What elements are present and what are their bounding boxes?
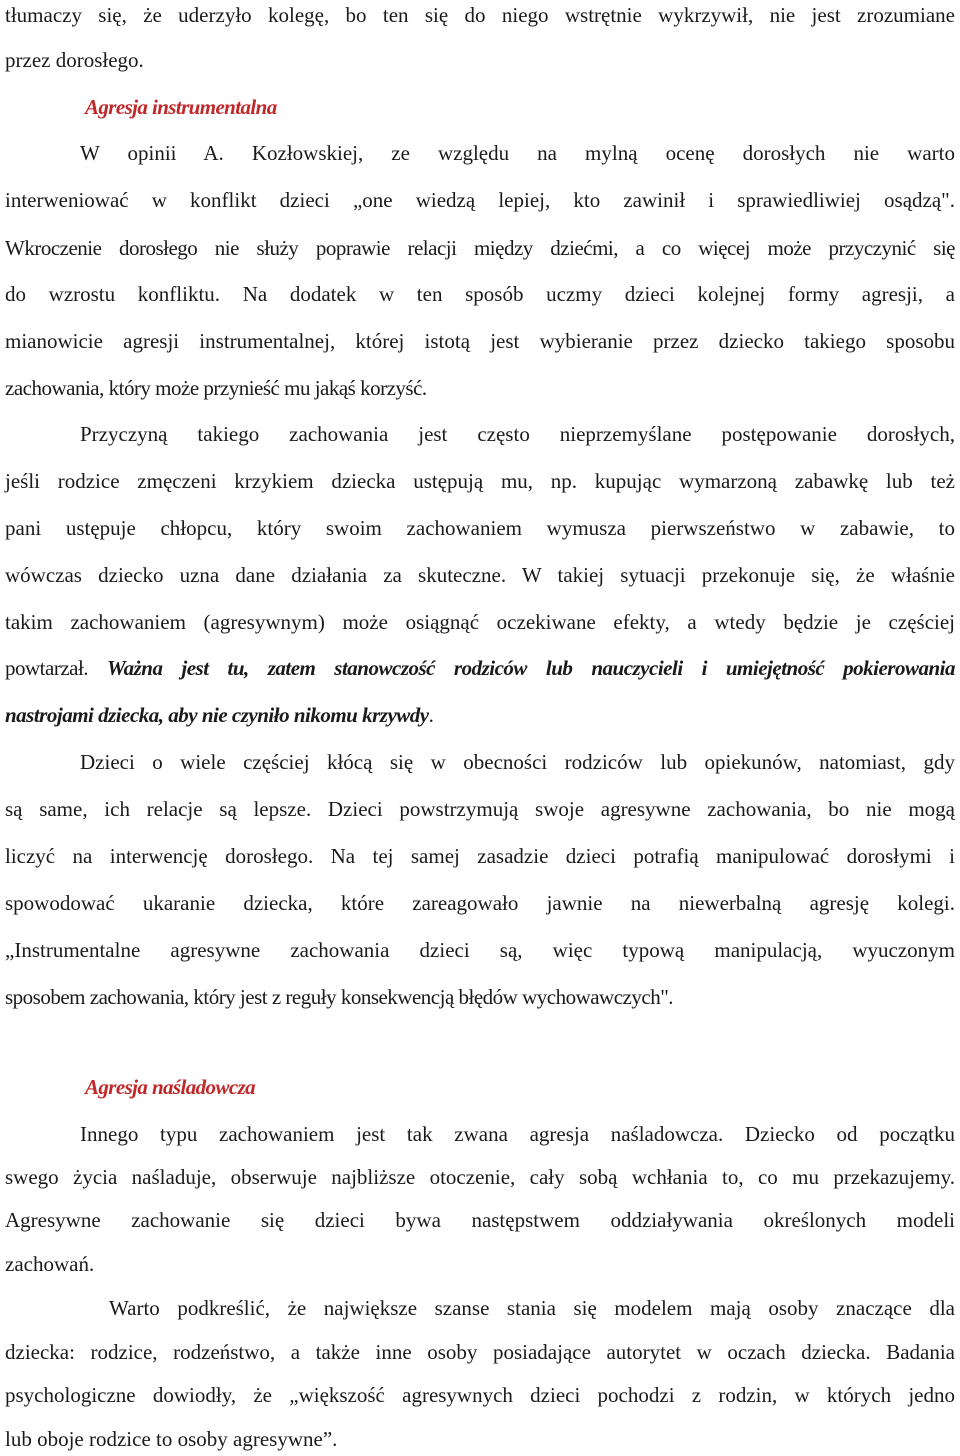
section-heading-instrumental: Agresja instrumentalna <box>85 95 277 119</box>
text-line: przez dorosłego. <box>5 48 144 72</box>
text-line: pani ustępuje chłopcu, który swoim zachowaniem wymusza pierwszeństwo w zabawie, to <box>5 516 955 540</box>
text-line: jeśli rodzice zmęczeni krzykiem dziecka ustępują mu, np. kupując wymarzoną zabawkę lub też <box>5 469 955 493</box>
text-line: tłumaczy się, że uderzyło kolegę, bo ten się do niego wstrętnie wykrzywił, nie jest zrozumiane <box>5 3 955 27</box>
text-line <box>5 700 955 730</box>
text-line: takim zachowaniem (agresywnym) może osiągnąć oczekiwane efekty, a wtedy będzie je częściej <box>5 610 955 634</box>
text-run: powtarzał. <box>5 656 107 680</box>
emphasis-text: Ważna jest tu, zatem stanowczość rodziców lub nauczycieli i umiejętność pokierowania <box>106 656 955 680</box>
text-line: Dzieci o wiele częściej kłócą się w obecności rodziców lub opiekunów, natomiast, gdy <box>80 750 955 774</box>
text-line: są same, ich relacje są lepsze. Dzieci powstrzymują swoje agresywne zachowania, bo nie mogą <box>5 797 955 821</box>
text-line: Agresywne zachowanie się dzieci bywa następstwem oddziaływania określonych modeli <box>5 1208 955 1232</box>
text-line <box>5 653 955 683</box>
text-line: wówczas dziecko uzna dane działania za skuteczne. W takiej sytuacji przekonuje się, że właśnie <box>5 563 955 587</box>
section-heading-imitative: Agresja naśladowcza <box>85 1075 256 1099</box>
text-line: Innego typu zachowaniem jest tak zwana agresja naśladowcza. Dziecko od początku <box>80 1122 955 1146</box>
text-line: dziecka: rodzice, rodzeństwo, a także inne osoby posiadające autorytet w oczach dziecka. Badania <box>5 1340 955 1364</box>
text-line: Warto podkreślić, że największe szanse stania się modelem mają osoby znaczące dla <box>109 1296 955 1320</box>
text-line: sposobem zachowania, który jest z reguły konsekwencją błędów wychowawczych". <box>5 985 674 1009</box>
text-line: spowodować ukaranie dziecka, które zareagowało jawnie na niewerbalną agresję kolegi. <box>5 891 955 915</box>
text-line: interweniować w konflikt dzieci „one wiedzą lepiej, kto zawinił i sprawiedliwiej osądzą". <box>5 188 955 212</box>
text-line: „Instrumentalne agresywne zachowania dzieci są, więc typową manipulacją, wyuczonym <box>5 938 955 962</box>
text-line: Przyczyną takiego zachowania jest często nieprzemyślane postępowanie dorosłych, <box>80 422 955 446</box>
text-line: do wzrostu konfliktu. Na dodatek w ten sposób uczmy dzieci kolejnej formy agresji, a <box>5 282 955 306</box>
text-line: swego życia naśladuje, obserwuje najbliższe otoczenie, cały sobą wchłania to, co mu przekazujemy. <box>5 1165 955 1189</box>
text-line: Wkroczenie dorosłego nie służy poprawie relacji między dziećmi, a co więcej może przyczynić się <box>5 236 955 260</box>
emphasis-text: nastrojami dziecka, aby nie czyniło nikomu krzywdy <box>5 703 429 727</box>
text-line: psychologiczne dowiodły, że „większość agresywnych dzieci pochodzi z rodzin, w których jedno <box>5 1383 955 1407</box>
text-line: W opinii A. Kozłowskiej, ze względu na mylną ocenę dorosłych nie warto <box>80 141 955 165</box>
text-line: zachowań. <box>5 1252 95 1276</box>
text-line: lub oboje rodzice to osoby agresywne”. <box>5 1427 338 1451</box>
text-line: mianowicie agresji instrumentalnej, której istotą jest wybieranie przez dziecko takiego sposobu <box>5 329 955 353</box>
text-run: . <box>428 703 434 727</box>
text-line: zachowania, który może przynieść mu jakąś korzyść. <box>5 376 427 400</box>
text-line: liczyć na interwencję dorosłego. Na tej samej zasadzie dzieci potrafią manipulować dorosłymi i <box>5 844 955 868</box>
